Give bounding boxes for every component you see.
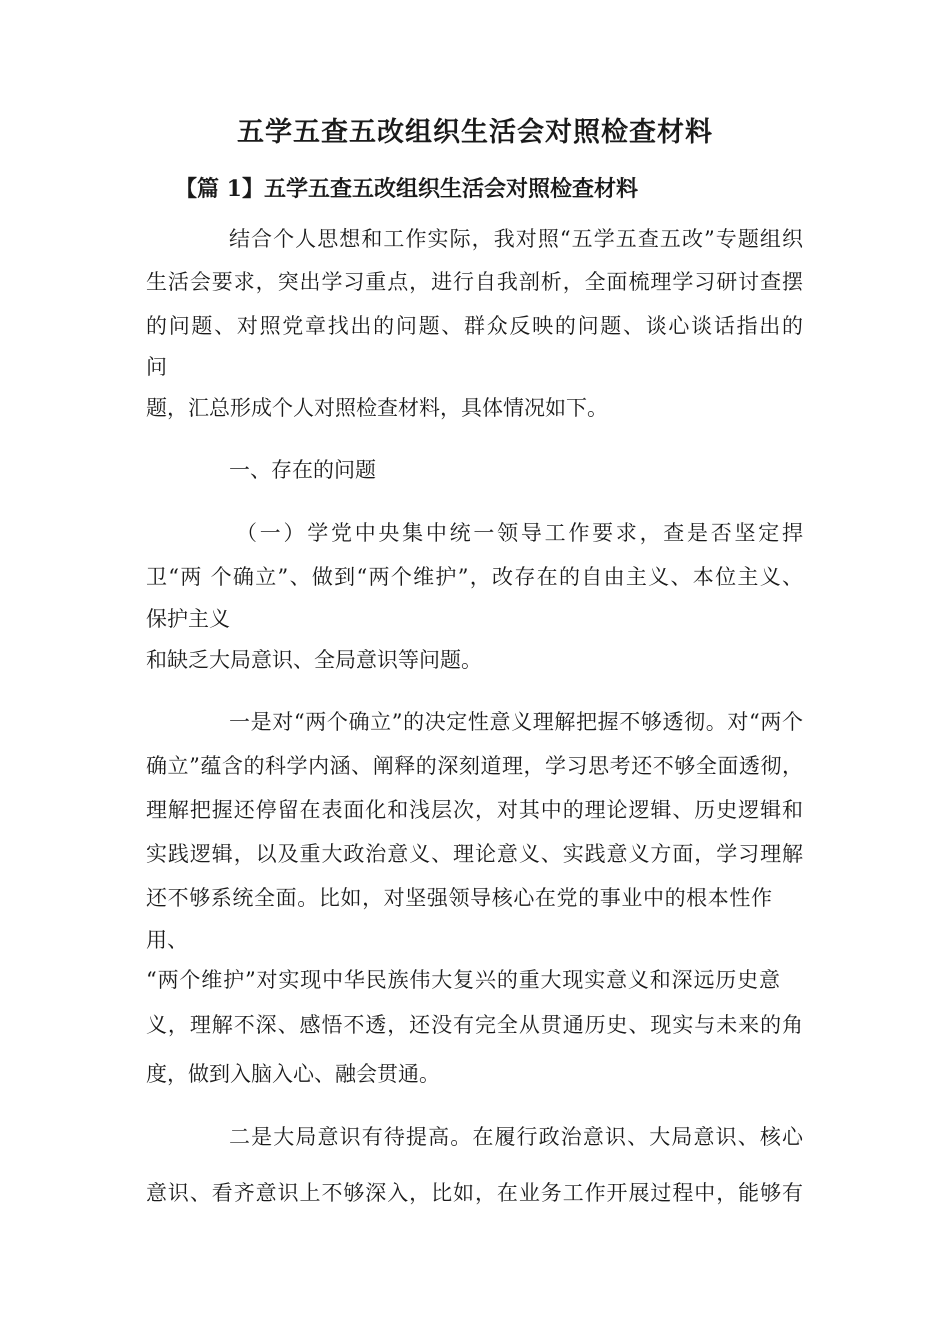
- paragraph-4-line-1: 一是对“两个确立”的决定性意义理解把握不够透彻。对“两个: [229, 710, 803, 734]
- paragraph-1-line-2: 生活会要求，突出学习重点，进行自我剖析，全面梳理学习研讨查摆: [146, 270, 803, 294]
- paragraph-4-line-8: 义，理解不深、感悟不透，还没有完全从贯通历史、现实与未来的角: [146, 1013, 803, 1037]
- paragraph-3-line-2: 卫“两 个确立”、做到“两个维护”，改存在的自由主义、本位主义、: [146, 565, 803, 589]
- paragraph-1-line-3: 的问题、对照党章找出的问题、群众反映的问题、谈心谈话指出的: [146, 314, 803, 338]
- paragraph-3-line-4: 和缺乏大局意识、全局意识等问题。: [146, 648, 482, 672]
- paragraph-5-line-2: 意识、看齐意识上不够深入，比如，在业务工作开展过程中，能够有: [146, 1181, 803, 1205]
- paragraph-3-line-1: （一）学党中央集中统一领导工作要求，查是否坚定捍: [236, 521, 803, 545]
- paragraph-4-line-6: 用、: [146, 928, 188, 952]
- section-heading: 一、存在的问题: [229, 458, 376, 482]
- paragraph-3-line-3: 保护主义: [146, 607, 230, 631]
- document-subtitle: 【篇 1】五学五查五改组织生活会对照检查材料: [175, 176, 638, 202]
- paragraph-4-line-7: “两个维护”对实现中华民族伟大复兴的重大现实意义和深远历史意: [146, 968, 780, 992]
- paragraph-1-line-4: 问: [146, 355, 167, 379]
- paragraph-4-line-5: 还不够系统全面。比如，对坚强领导核心在党的事业中的根本性作: [146, 886, 772, 910]
- paragraph-4-line-4: 实践逻辑，以及重大政治意义、理论意义、实践意义方面，学习理解: [146, 842, 803, 866]
- paragraph-5-line-1: 二是大局意识有待提高。在履行政治意识、大局意识、核心: [229, 1125, 803, 1149]
- paragraph-4-line-3: 理解把握还停留在表面化和浅层次，对其中的理论逻辑、历史逻辑和: [146, 798, 803, 822]
- paragraph-4-line-9: 度，做到入脑入心、融会贯通。: [146, 1062, 440, 1086]
- paragraph-4-line-2: 确立”蕴含的科学内涵、阐释的深刻道理，学习思考还不够全面透彻，: [146, 754, 803, 778]
- paragraph-1-line-1: 结合个人思想和工作实际，我对照“五学五查五改”专题组织: [229, 227, 803, 251]
- paragraph-1-line-5: 题，汇总形成个人对照检查材料，具体情况如下。: [146, 396, 608, 420]
- document-title: 五学五查五改组织生活会对照检查材料: [237, 117, 713, 148]
